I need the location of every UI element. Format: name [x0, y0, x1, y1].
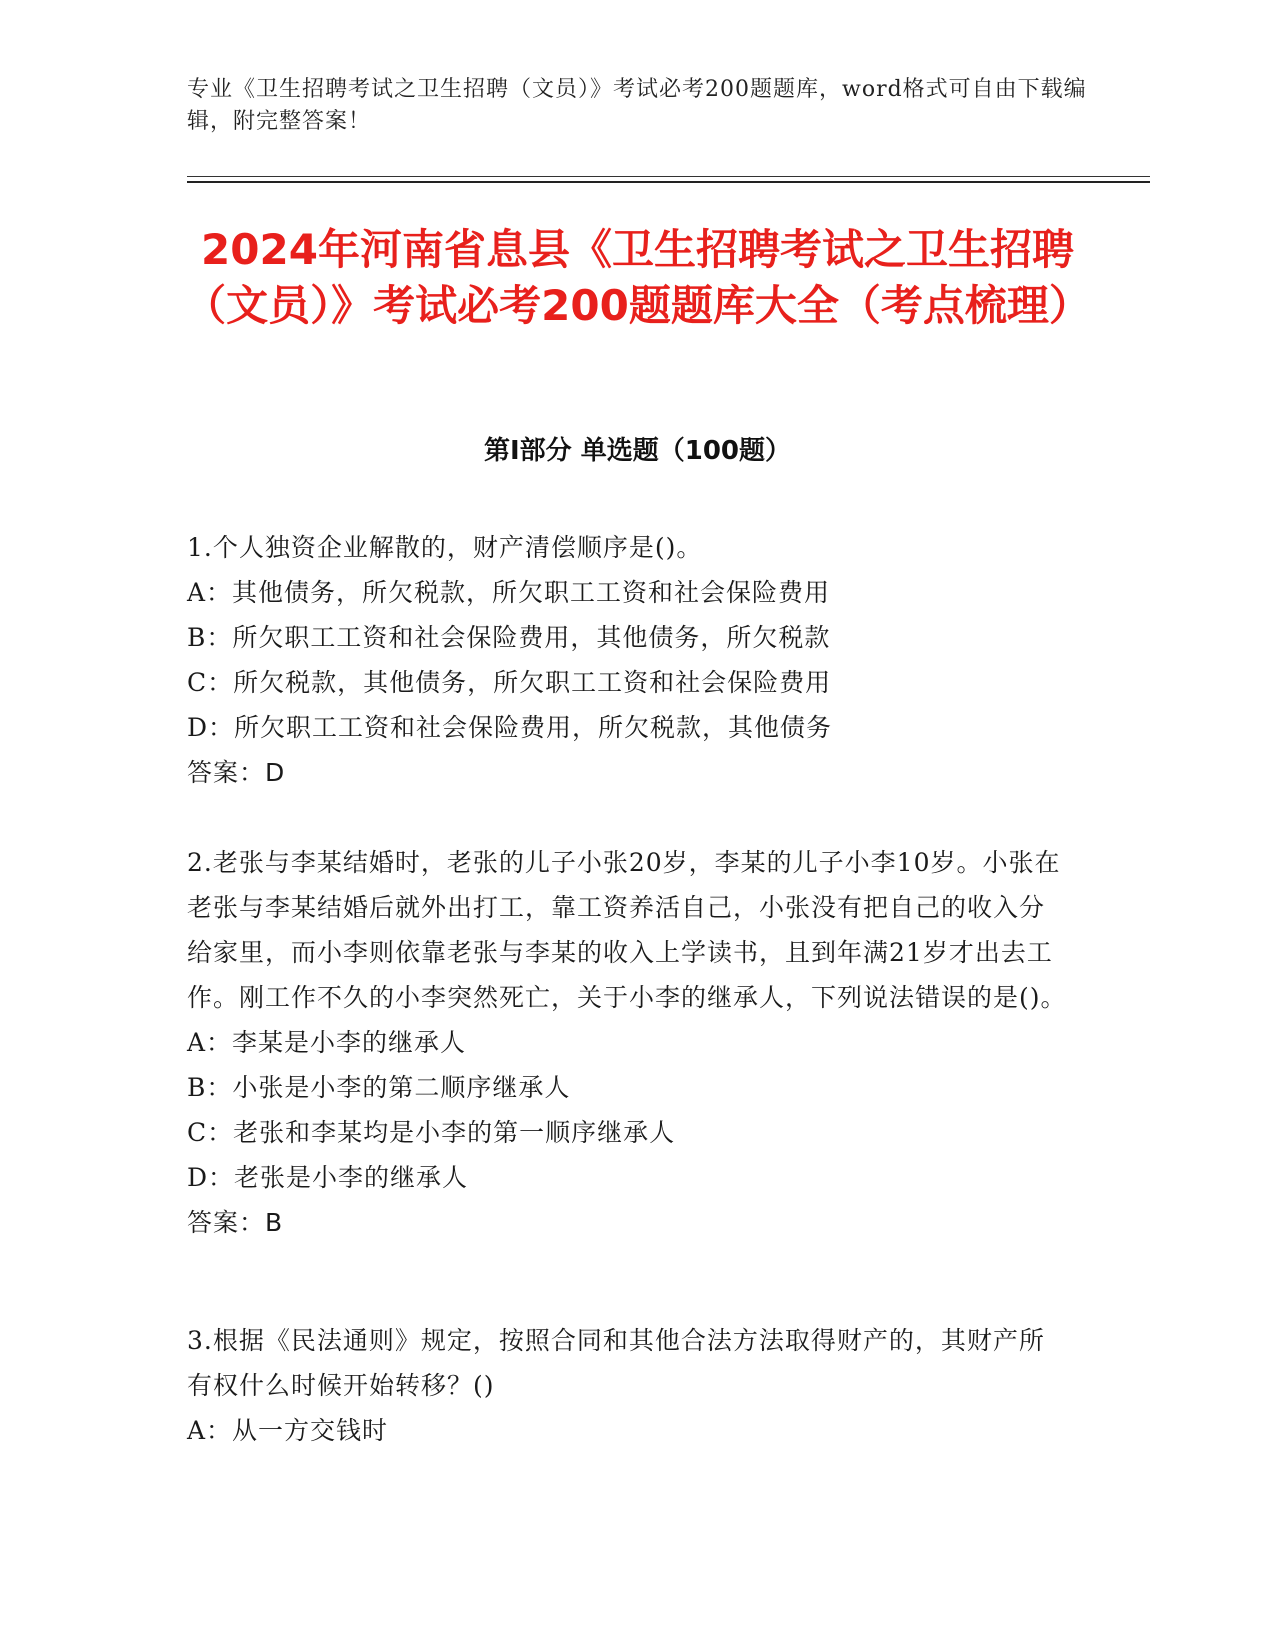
- header-divider-thick: [187, 181, 1150, 183]
- option-d: D：所欠职工工资和社会保险费用，所欠税款，其他债务: [187, 713, 833, 742]
- answer-line: 答案：B: [187, 1208, 284, 1237]
- question-stem: 3.根据《民法通则》规定，按照合同和其他合法方法取得财产的，其财产所有权什么时候开始转移？(): [187, 1326, 1045, 1400]
- question-1: [187, 525, 1067, 795]
- document-title: 2024年河南省息县《卫生招聘考试之卫生招聘（文员）》考试必考200题题库大全（考点梳理）: [184, 225, 1091, 330]
- option-c: C：所欠税款，其他债务，所欠职工工资和社会保险费用: [187, 668, 832, 697]
- section-heading: 第Ⅰ部分 单选题（100题）: [484, 436, 791, 466]
- option-b: B：小张是小李的第二顺序继承人: [187, 1073, 571, 1102]
- question-3: [187, 1318, 1067, 1453]
- question-stem: 2.老张与李某结婚时，老张的儿子小张20岁，李某的儿子小李10岁。小张在老张与李某结婚后就外出打工，靠工资养活自己，小张没有把自己的收入分给家里，而小李则依靠老张与李某的收入上学读书，且到年满21岁才出去工作。刚工作不久的小李突然死亡，关于小李的继承人，下列说法错误的是()。: [187, 848, 1067, 1012]
- header-note: 专业《卫生招聘考试之卫生招聘（文员）》考试必考200题题库，word格式可自由下载编辑，附完整答案！: [187, 77, 1087, 134]
- question-2: [187, 840, 1067, 1245]
- option-a: A：其他债务，所欠税款，所欠职工工资和社会保险费用: [187, 578, 831, 607]
- answer-line: 答案：D: [187, 758, 286, 787]
- question-stem: 1.个人独资企业解散的，财产清偿顺序是()。: [187, 533, 703, 562]
- option-a: A：从一方交钱时: [187, 1416, 389, 1445]
- option-a: A：李某是小李的继承人: [187, 1028, 467, 1057]
- option-c: C：老张和李某均是小李的第一顺序继承人: [187, 1118, 676, 1147]
- option-b: B：所欠职工工资和社会保险费用，其他债务，所欠税款: [187, 623, 831, 652]
- header-divider-thin: [187, 176, 1150, 177]
- option-d: D：老张是小李的继承人: [187, 1163, 469, 1192]
